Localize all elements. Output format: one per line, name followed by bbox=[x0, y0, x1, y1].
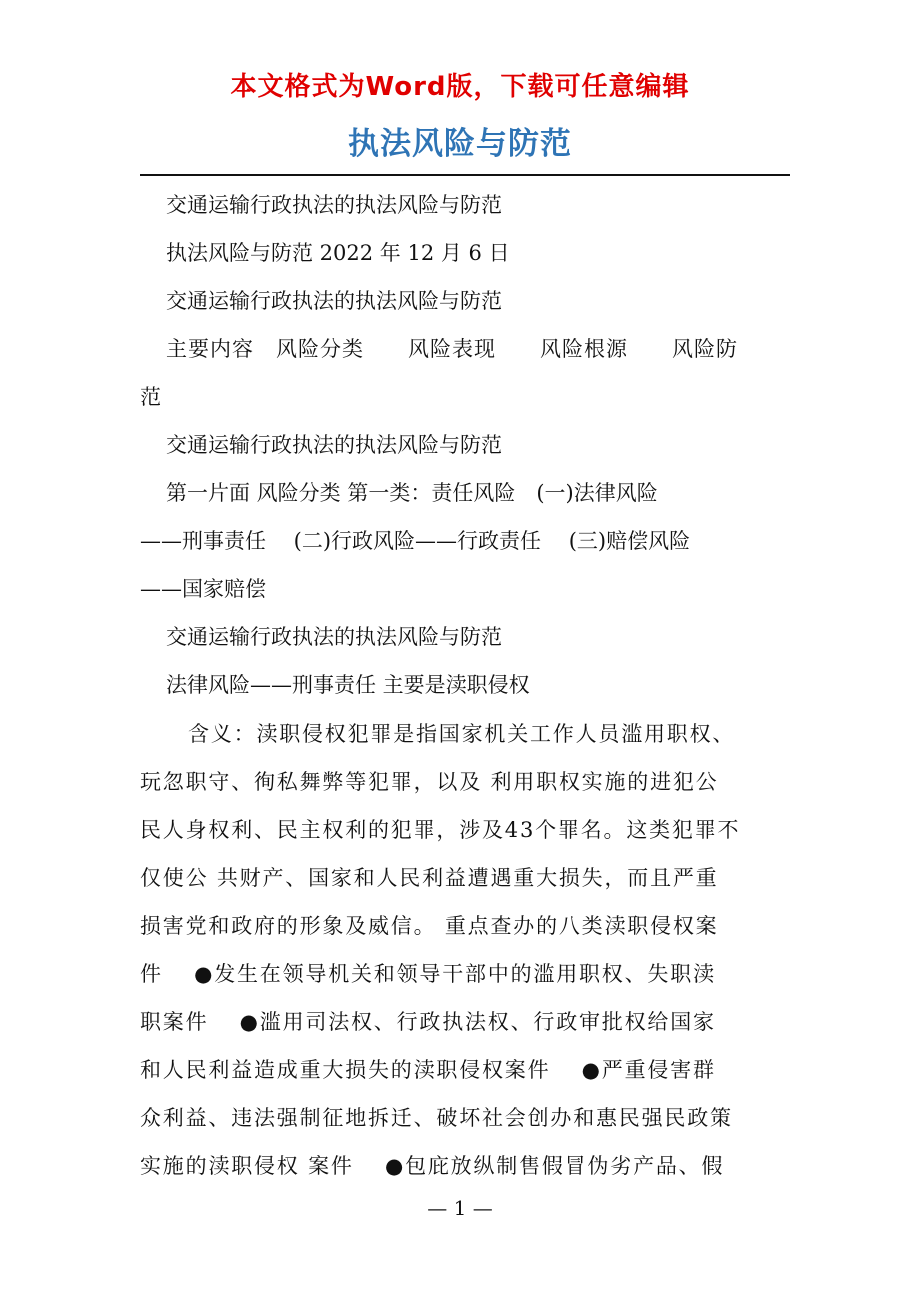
page-number: — 1 — bbox=[427, 1196, 493, 1220]
body-line: 件 ●发生在领导机关和领导干部中的滥用职权、失职渎 bbox=[140, 962, 716, 986]
body-line: 玩忽职守、徇私舞弊等犯罪，以及 利用职权实施的进犯公 bbox=[140, 770, 719, 794]
body-line: 执法风险与防范 2022 年 12 月 6 日 bbox=[166, 241, 510, 265]
body-line: 实施的渎职侵权 案件 ●包庇放纵制售假冒伪劣产品、假 bbox=[140, 1154, 725, 1178]
document-title: 执法风险与防范 bbox=[348, 126, 572, 162]
body-line: 民人身权利、民主权利的犯罪，涉及43个罪名。这类犯罪不 bbox=[140, 818, 741, 842]
body-line: ——刑事责任 (二)行政风险——行政责任 (三)赔偿风险 bbox=[140, 529, 691, 553]
body-line: 交通运输行政执法的执法风险与防范 bbox=[166, 625, 502, 649]
body-line: 含义：渎职侵权犯罪是指国家机关工作人员滥用职权、 bbox=[188, 722, 736, 746]
body-line: 主要内容 风险分类 风险表现 风险根源 风险防 bbox=[166, 337, 738, 361]
body-line: 范 bbox=[140, 385, 161, 409]
body-line: ——国家赔偿 bbox=[140, 577, 266, 601]
body-line: 交通运输行政执法的执法风险与防范 bbox=[166, 433, 502, 457]
body-line: 损害党和政府的形象及威信。 重点查办的八类渎职侵权案 bbox=[140, 914, 719, 938]
body-line: 交通运输行政执法的执法风险与防范 bbox=[166, 289, 502, 313]
body-line: 法律风险——刑事责任 主要是渎职侵权 bbox=[166, 673, 530, 697]
body-line: 和人民利益造成重大损失的渎职侵权案件 ●严重侵害群 bbox=[140, 1058, 716, 1082]
body-line: 第一片面 风险分类 第一类：责任风险 (一)法律风险 bbox=[166, 481, 658, 505]
body-line: 仅使公 共财产、国家和人民利益遭遇重大损失，而且严重 bbox=[140, 866, 719, 890]
body-line: 众利益、违法强制征地拆迁、破坏社会创办和惠民强民政策 bbox=[140, 1106, 733, 1130]
body-line: 职案件 ●滥用司法权、行政执法权、行政审批权给国家 bbox=[140, 1010, 716, 1034]
title-divider bbox=[140, 174, 790, 176]
body-line: 交通运输行政执法的执法风险与防范 bbox=[166, 193, 502, 217]
download-banner: 本文格式为Word版，下载可任意编辑 bbox=[230, 72, 690, 102]
